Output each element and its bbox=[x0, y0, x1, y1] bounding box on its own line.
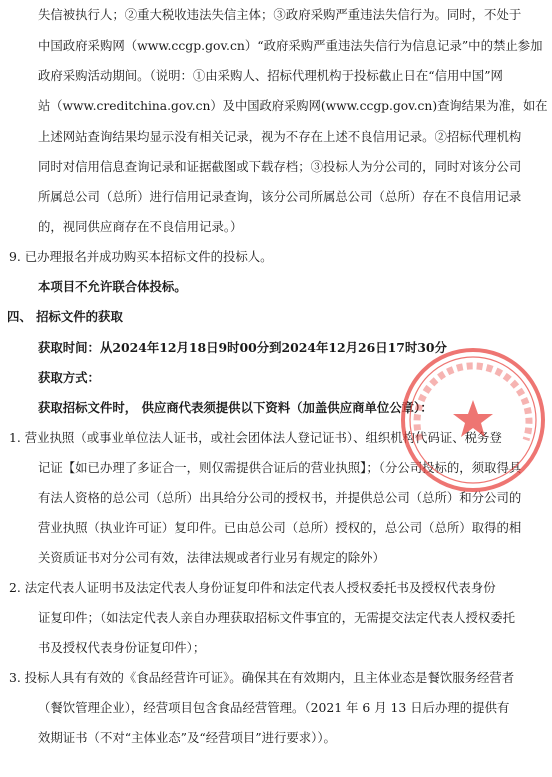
text-line: 所属总公司（总所）进行信用记录查询，该分公司所属总公司（总所）存在不良信用记录 bbox=[38, 189, 522, 204]
text-line: 同时对信用信息查询记录和证据截图或下载存档；③投标人为分公司的，同时对该分公司 bbox=[38, 159, 522, 174]
text-line: 上述网站查询结果均显示没有相关记录，视为不存在上述不良信用记录。②招标代理机构 bbox=[38, 129, 522, 144]
text-line: 书及授权代表身份证复印件）； bbox=[38, 640, 206, 655]
text-line: 站（www.creditchina.gov.cn）及中国政府采购网(www.ccgp.gov.cn)查询结果为准，如在 bbox=[38, 98, 548, 113]
text-line: 营业执照（执业许可证）复印件。已由总公司（总所）授权的，总公司（总所）取得的相 bbox=[38, 520, 522, 535]
text-line: 证复印件；（如法定代表人亲自办理获取招标文件事宜的，无需提交法定代表人授权委托 bbox=[38, 610, 516, 625]
required-materials-heading: 获取招标文件时， 供应商代表须提供以下资料（加盖供应商单位公章）： bbox=[38, 400, 433, 415]
text-line: 效期证书（不对“主体业态”及“经营项目”进行要求））。 bbox=[38, 730, 336, 745]
text-line: 失信被执行人；②重大税收违法失信主体；③政府采购严重违法失信行为。同时，不处于 bbox=[38, 7, 522, 22]
list-item-9: 9. 已办理报名并成功购买本招标文件的投标人。 bbox=[9, 249, 273, 264]
acquisition-time: 获取时间：从2024年12月18日9时00分到2024年12月26日17时30分 bbox=[38, 340, 447, 355]
text-line: 记证【如已办理了多证合一，则仅需提供合证后的营业执照】；（分公司投标的，须取得具 bbox=[38, 460, 522, 475]
section-heading: 四、 招标文件的获取 bbox=[7, 309, 123, 324]
seal-star-icon bbox=[453, 400, 493, 437]
company-seal-stamp bbox=[398, 345, 548, 495]
acquisition-method-label: 获取方式： bbox=[38, 370, 100, 385]
text-line: （餐饮管理企业），经营项目包含食品经营管理。（2021 年 6 月 13 日后办理的提供有 bbox=[38, 700, 510, 715]
text-line: 有法人资格的总公司（总所）出具给分公司的授权书，并提供总公司（总所）和分公司的 bbox=[38, 490, 522, 505]
text-line: 中国政府采购网（www.ccgp.gov.cn）“政府采购严重违法失信行为信息记录”中的禁止参加 bbox=[38, 38, 543, 53]
text-line: 政府采购活动期间。（说明：①由采购人、招标代理机构于投标截止日在“信用中国”网 bbox=[38, 68, 503, 83]
list-item-2: 2. 法定代表人证明书及法定代表人身份证复印件和法定代表人授权委托书及授权代表身份 bbox=[9, 580, 496, 595]
text-line: 的，视同供应商存在不良信用记录。） bbox=[38, 219, 243, 234]
list-item-1: 1. 营业执照（或事业单位法人证书，或社会团体法人登记证书）、组织机构代码证、税务登 bbox=[9, 430, 502, 445]
list-item-3: 3. 投标人具有有效的《食品经营许可证》。确保其在有效期内，且主体业态是餐饮服务经营者 bbox=[9, 670, 515, 685]
text-line: 关资质证书对分公司有效，法律法规或者行业另有规定的除外） bbox=[38, 550, 385, 565]
bold-note: 本项目不允许联合体投标。 bbox=[38, 279, 187, 294]
